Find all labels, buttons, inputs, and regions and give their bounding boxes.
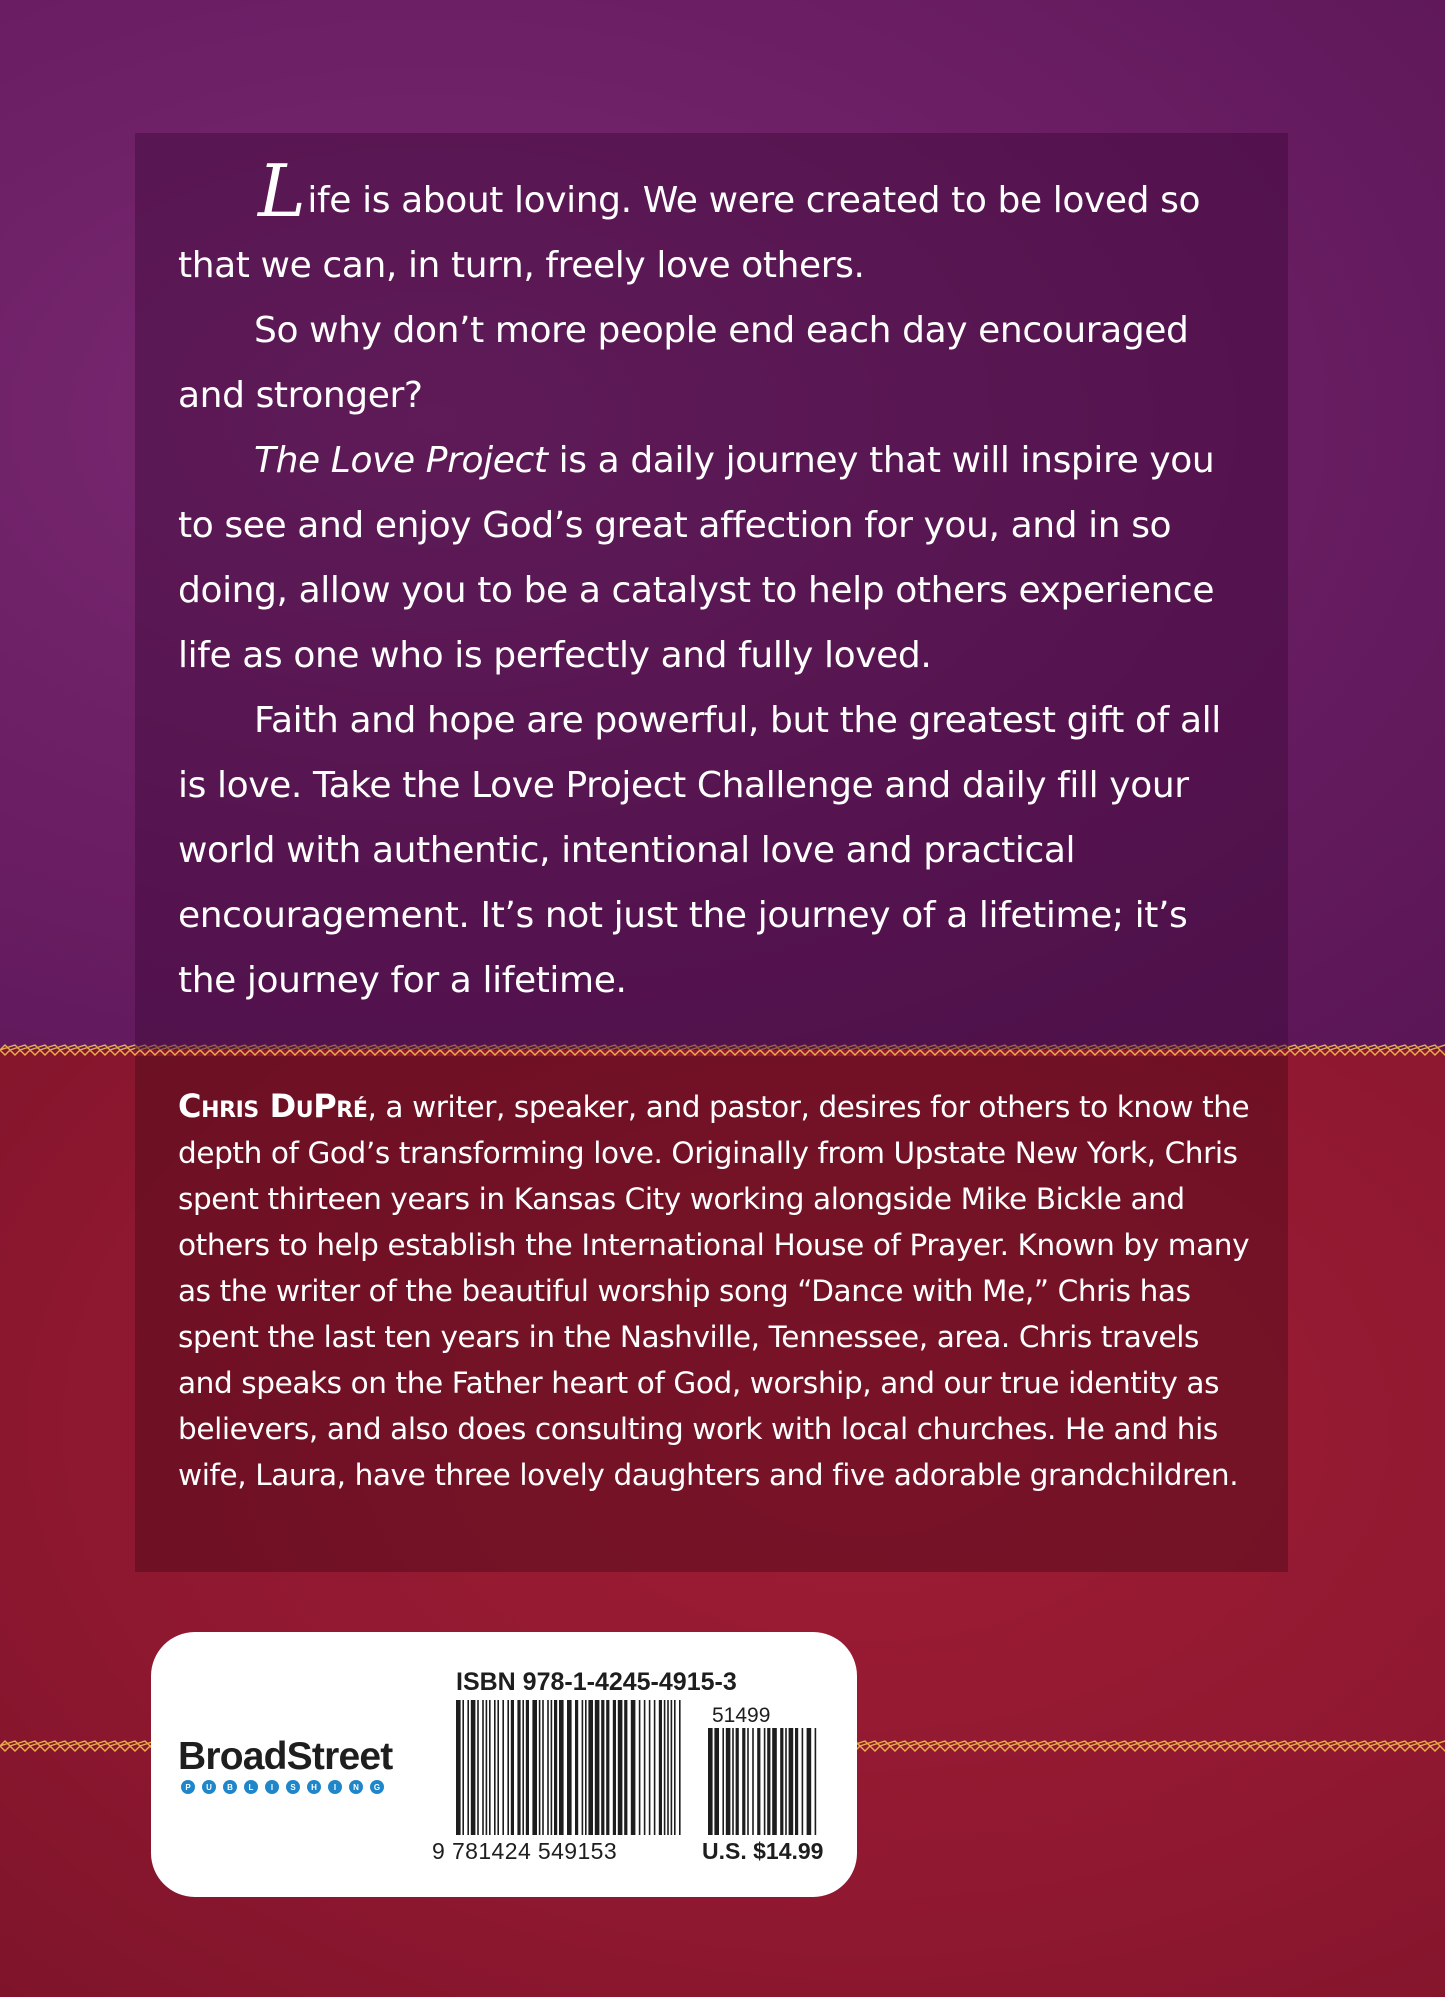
barcode-bar bbox=[742, 1728, 745, 1835]
barcode-bar bbox=[664, 1700, 666, 1835]
barcode-bar bbox=[497, 1700, 499, 1835]
barcode-bar bbox=[815, 1728, 817, 1835]
barcode-bar bbox=[789, 1728, 794, 1835]
barcode-bar bbox=[486, 1700, 488, 1835]
barcode-bar bbox=[714, 1728, 719, 1835]
barcode-bar bbox=[471, 1700, 476, 1835]
barcode-bar bbox=[551, 1700, 553, 1835]
publisher-letter-4: I bbox=[265, 1780, 279, 1794]
author-bio bbox=[178, 1083, 1258, 1498]
isbn-label: ISBN 978-1-4245-4915-3 bbox=[456, 1668, 737, 1696]
barcode-bar bbox=[511, 1700, 514, 1835]
barcode-bar bbox=[649, 1700, 651, 1835]
barcode-bar bbox=[618, 1700, 623, 1835]
barcode-bar bbox=[772, 1728, 777, 1835]
barcode-bar bbox=[585, 1700, 587, 1835]
drop-cap: L bbox=[258, 149, 306, 233]
barcode-bar bbox=[542, 1700, 544, 1835]
publisher-letter-7: I bbox=[328, 1780, 342, 1794]
barcode-bar bbox=[757, 1728, 760, 1835]
publisher-letter-9: G bbox=[370, 1780, 384, 1794]
barcode-bar bbox=[477, 1700, 479, 1835]
barcode-bar bbox=[752, 1728, 754, 1835]
barcode-bar bbox=[708, 1728, 713, 1835]
publisher-letter-3: L bbox=[244, 1780, 258, 1794]
barcode-digits: 9 781424 549153 bbox=[432, 1838, 618, 1864]
barcode-bar bbox=[764, 1728, 766, 1835]
description-paragraph-3: The Love Project is a daily journey that will inspire you to see and enjoy God’s great affection for you, and in so doing, allow you to be a catalyst to help others experience life as one who is perfectly and fully loved. bbox=[178, 440, 1215, 676]
barcode-bar bbox=[659, 1700, 662, 1835]
barcode-bar bbox=[679, 1700, 681, 1835]
barcode-bar bbox=[644, 1700, 646, 1835]
barcode-bar bbox=[736, 1728, 739, 1835]
barcode-bar bbox=[467, 1700, 469, 1835]
publisher-letter-1: U bbox=[202, 1780, 216, 1794]
barcode-bar bbox=[482, 1700, 484, 1835]
description-paragraph-1: Life is about loving. We were created to be loved so that we can, in turn, freely love others. bbox=[178, 149, 1201, 286]
description-paragraph-4: Faith and hope are powerful, but the greatest gift of all is love. Take the Love Project Challenge and daily fill your world with authentic, intentional love and practical encouragement. It’s not just the journey of a lifetime; it’s the journey for a lifetime. bbox=[178, 700, 1221, 1001]
barcode-bar bbox=[507, 1700, 509, 1835]
publisher-logo bbox=[178, 1735, 418, 1794]
barcode-bar bbox=[456, 1700, 461, 1835]
price-barcode bbox=[708, 1728, 820, 1835]
barcode-bar bbox=[785, 1728, 787, 1835]
publisher-letter-0: P bbox=[181, 1780, 195, 1794]
isbn-barcode bbox=[456, 1700, 682, 1835]
barcode-bar bbox=[780, 1728, 783, 1835]
barcode-bar bbox=[502, 1700, 504, 1835]
description-paragraph-2: So why don’t more people end each day encouraged and stronger? bbox=[178, 310, 1189, 416]
publisher-letter-8: N bbox=[349, 1780, 363, 1794]
publisher-letter-5: S bbox=[286, 1780, 300, 1794]
price-label: U.S. $14.99 bbox=[702, 1838, 824, 1864]
barcode-bar bbox=[613, 1700, 616, 1835]
barcode-bar bbox=[575, 1700, 578, 1835]
barcode-bar bbox=[582, 1700, 584, 1835]
barcode-bar bbox=[559, 1700, 564, 1835]
barcode-bar bbox=[802, 1728, 804, 1835]
barcode-bar bbox=[489, 1700, 491, 1835]
barcode-bar bbox=[722, 1728, 724, 1835]
publisher-letter-2: B bbox=[223, 1780, 237, 1794]
publisher-name: BroadStreet bbox=[178, 1735, 393, 1778]
barcode-bar bbox=[795, 1728, 798, 1835]
barcode-bar bbox=[595, 1700, 600, 1835]
book-title-italic: The Love Project bbox=[254, 440, 548, 481]
barcode-bar bbox=[747, 1728, 749, 1835]
barcode-bar bbox=[522, 1700, 524, 1835]
barcode-bar bbox=[631, 1700, 636, 1835]
barcode-bar bbox=[732, 1728, 734, 1835]
barcode-bar bbox=[624, 1700, 627, 1835]
publisher-letter-6: H bbox=[307, 1780, 321, 1794]
barcode-bar bbox=[674, 1700, 676, 1835]
barcode-bar bbox=[494, 1700, 496, 1835]
author-name: Chris DuPré bbox=[178, 1087, 368, 1125]
publisher-subtitle bbox=[181, 1780, 418, 1794]
author-bio-text: , a writer, speaker, and pastor, desires for others to know the depth of God’s transforming love. Originally from Upstate New York, Chris spent thirteen years in Kansas City working alongside Mike Bickle and others to help establish the International House of Prayer. Known by many as the writer of the beautiful worship song “Dance with Me,” Chris has spent the last ten years in the Nashville, Tennessee, area. Chris travels and speaks on the Father heart of God, worship, and our true identity as believers, and also does consulting work with local churches. He and his wife, Laura, have three lovely daughters and five adorable grandchildren. bbox=[178, 1090, 1250, 1492]
barcode-bar bbox=[807, 1728, 812, 1835]
barcode-bar bbox=[654, 1700, 656, 1835]
barcode-bar bbox=[517, 1700, 520, 1835]
barcode-bar bbox=[554, 1700, 557, 1835]
barcode-bar bbox=[601, 1700, 604, 1835]
barcode-bar bbox=[667, 1700, 669, 1835]
barcode-bar bbox=[532, 1700, 537, 1835]
barcode-bar bbox=[526, 1700, 529, 1835]
barcode-bar bbox=[767, 1728, 770, 1835]
barcode-bar bbox=[639, 1700, 641, 1835]
barcode-bar bbox=[547, 1700, 549, 1835]
barcode-bar bbox=[462, 1700, 464, 1835]
barcode-bar bbox=[726, 1728, 731, 1835]
barcode-bar bbox=[606, 1700, 609, 1835]
barcode-bar bbox=[588, 1700, 593, 1835]
barcode-bar bbox=[567, 1700, 572, 1835]
price-code: 51499 bbox=[712, 1704, 771, 1727]
book-description bbox=[178, 149, 1248, 1013]
barcode-bar bbox=[671, 1700, 673, 1835]
barcode-bar bbox=[539, 1700, 541, 1835]
